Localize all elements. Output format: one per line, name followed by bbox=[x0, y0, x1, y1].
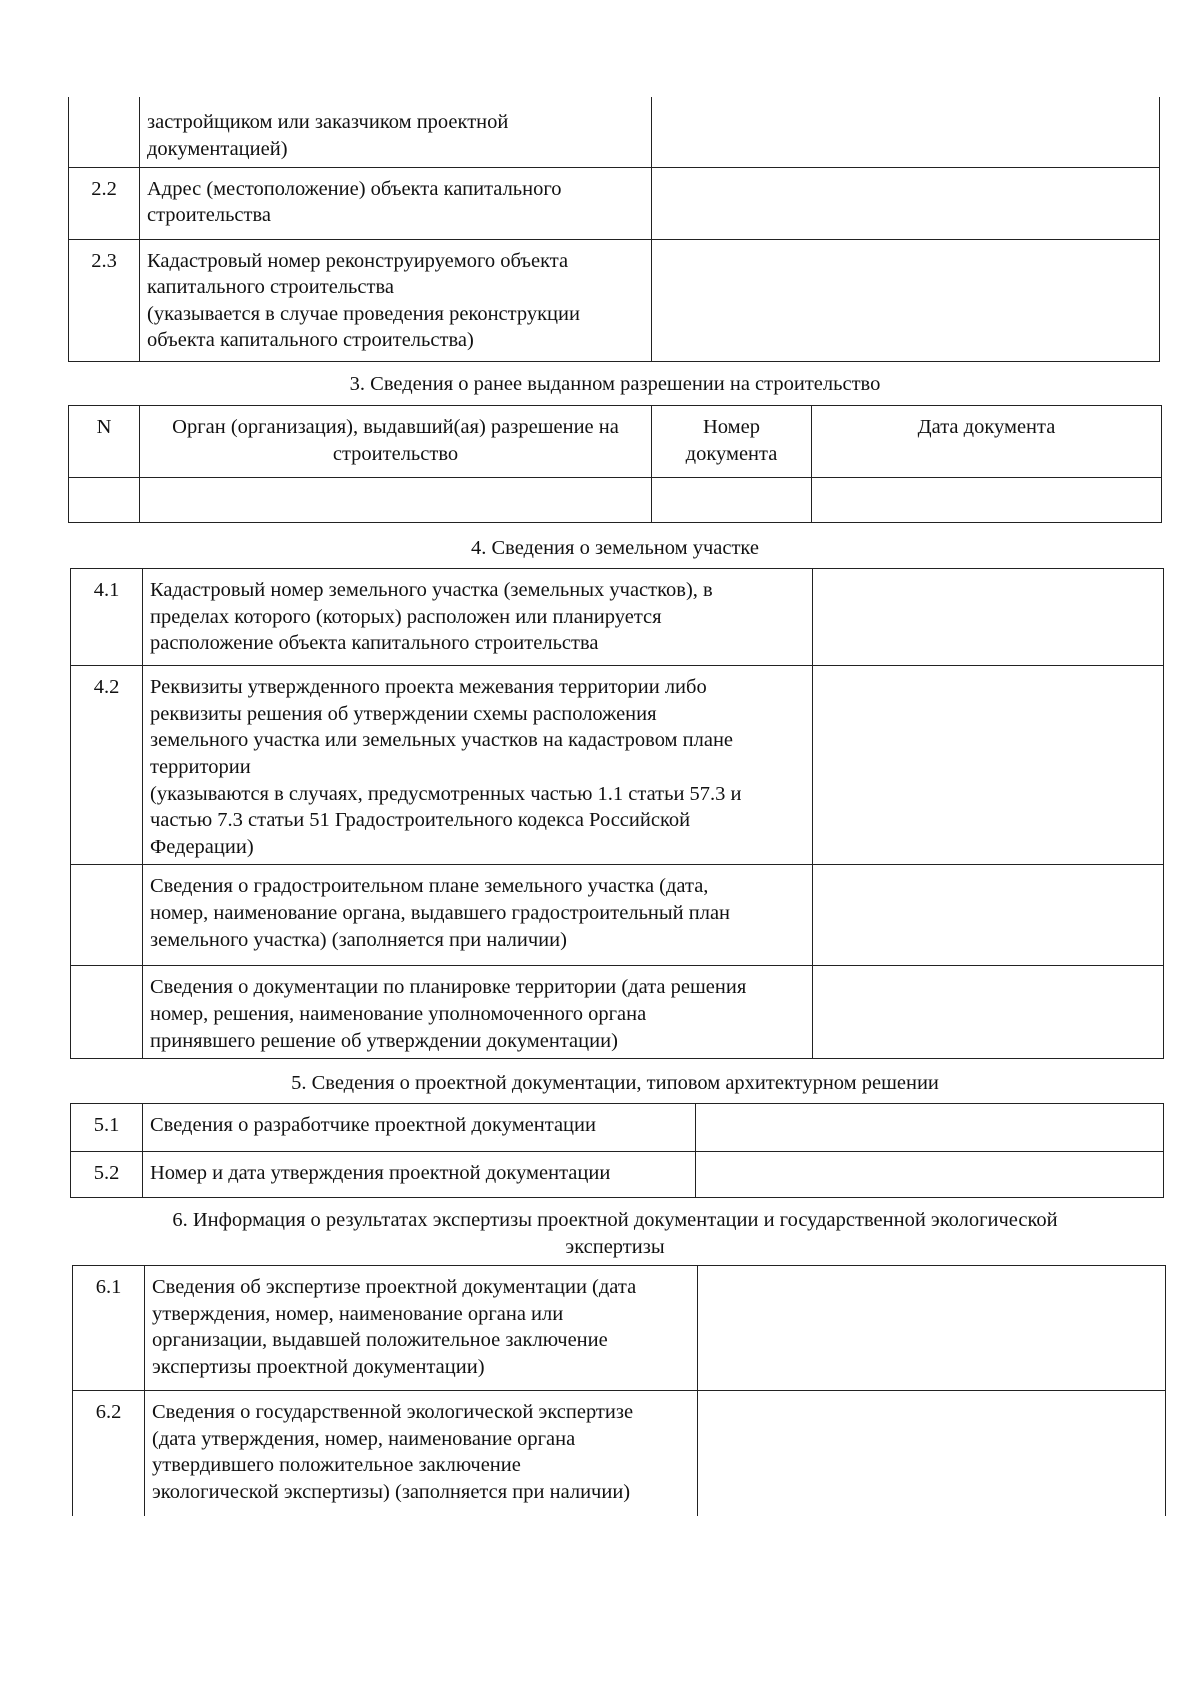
row-number bbox=[69, 97, 140, 167]
table-row bbox=[71, 1152, 1164, 1198]
row-label: Адрес (местоположение) объекта капитального строительства bbox=[140, 167, 652, 239]
table-row bbox=[71, 666, 1164, 865]
value-cell[interactable] bbox=[652, 97, 1160, 167]
section4-table bbox=[70, 568, 1164, 1059]
row-label: Сведения о разработчике проектной документации bbox=[143, 1104, 696, 1152]
header-n: N bbox=[69, 406, 140, 478]
table-row bbox=[71, 1104, 1164, 1152]
number-cell[interactable] bbox=[652, 478, 812, 523]
value-cell[interactable] bbox=[698, 1266, 1166, 1391]
value-cell[interactable] bbox=[813, 865, 1164, 966]
table-header-row bbox=[69, 406, 1162, 478]
date-cell[interactable] bbox=[812, 478, 1162, 523]
n-cell[interactable] bbox=[69, 478, 140, 523]
section4-title: 4. Сведения о земельном участке bbox=[470, 537, 759, 559]
row-label: Сведения о государственной экологической экспертизе (дата утверждения, номер, наименование органа утвердившего положительное заключение экологической экспертизы) (заполняется при наличии) bbox=[145, 1391, 698, 1516]
section6-table bbox=[72, 1265, 1166, 1516]
table-row bbox=[69, 239, 1160, 361]
value-cell[interactable] bbox=[652, 167, 1160, 239]
row-number: 2.3 bbox=[69, 239, 140, 361]
table-row bbox=[69, 97, 1160, 167]
row-number: 4.2 bbox=[71, 666, 143, 865]
header-organ: Орган (организация), выдавший(ая) разрешение на строительство bbox=[140, 406, 652, 478]
value-cell[interactable] bbox=[813, 569, 1164, 666]
table-row bbox=[69, 478, 1162, 523]
section2-continuation-table bbox=[68, 97, 1160, 362]
row-label: Сведения об экспертизе проектной документации (дата утверждения, номер, наименование органа или организации, выдавшей положительное заключение экспертизы проектной документации) bbox=[145, 1266, 698, 1391]
row-number: 6.2 bbox=[73, 1391, 145, 1516]
value-cell[interactable] bbox=[696, 1104, 1164, 1152]
organ-cell[interactable] bbox=[140, 478, 652, 523]
value-cell[interactable] bbox=[652, 239, 1160, 361]
row-number bbox=[71, 966, 143, 1059]
row-number: 5.1 bbox=[71, 1104, 143, 1152]
section3-table bbox=[68, 405, 1162, 523]
row-number bbox=[71, 865, 143, 966]
table-row bbox=[71, 865, 1164, 966]
row-label: Сведения о документации по планировке территории (дата решения номер, решения, наименование уполномоченного органа принявшего решение об утверждении документации) bbox=[143, 966, 813, 1059]
section6-title: 6. Информация о результатах экспертизы проектной документации и государственной экологической экспертизы bbox=[172, 1209, 1058, 1258]
header-document-date: Дата документа bbox=[812, 406, 1162, 478]
row-label: Кадастровый номер реконструируемого объекта капитального строительства (указывается в случае проведения реконструкции объекта капитального строительства) bbox=[140, 239, 652, 361]
table-row bbox=[71, 966, 1164, 1059]
row-number: 5.2 bbox=[71, 1152, 143, 1198]
row-number: 4.1 bbox=[71, 569, 143, 666]
row-label: застройщиком или заказчиком проектной документацией) bbox=[140, 97, 652, 167]
row-label: Номер и дата утверждения проектной документации bbox=[143, 1152, 696, 1198]
table-row bbox=[71, 569, 1164, 666]
value-cell[interactable] bbox=[813, 666, 1164, 865]
value-cell[interactable] bbox=[813, 966, 1164, 1059]
row-label: Сведения о градостроительном плане земельного участка (дата, номер, наименование органа, выдавшего градостроительный план земельного участка) (заполняется при наличии) bbox=[143, 865, 813, 966]
section3-title: 3. Сведения о ранее выданном разрешении на строительство bbox=[349, 373, 881, 395]
section5-title: 5. Сведения о проектной документации, типовом архитектурном решении bbox=[291, 1072, 939, 1094]
header-document-number: Номер документа bbox=[652, 406, 812, 478]
row-number: 2.2 bbox=[69, 167, 140, 239]
row-label: Реквизиты утвержденного проекта межевания территории либо реквизиты решения об утверждении схемы расположения земельного участка или земельных участков на кадастровом плане территории (указываются в случаях, предусмотренных частью 1.1 статьи 57.3 и частью 7.3 статьи 51 Градостроительного кодекса Российской Федерации) bbox=[143, 666, 813, 865]
value-cell[interactable] bbox=[696, 1152, 1164, 1198]
section5-table bbox=[70, 1103, 1164, 1198]
row-label: Кадастровый номер земельного участка (земельных участков), в пределах которого (которых) расположен или планируется расположение объекта капитального строительства bbox=[143, 569, 813, 666]
value-cell[interactable] bbox=[698, 1391, 1166, 1516]
table-row bbox=[69, 167, 1160, 239]
row-number: 6.1 bbox=[73, 1266, 145, 1391]
table-row bbox=[73, 1266, 1166, 1391]
table-row bbox=[73, 1391, 1166, 1516]
